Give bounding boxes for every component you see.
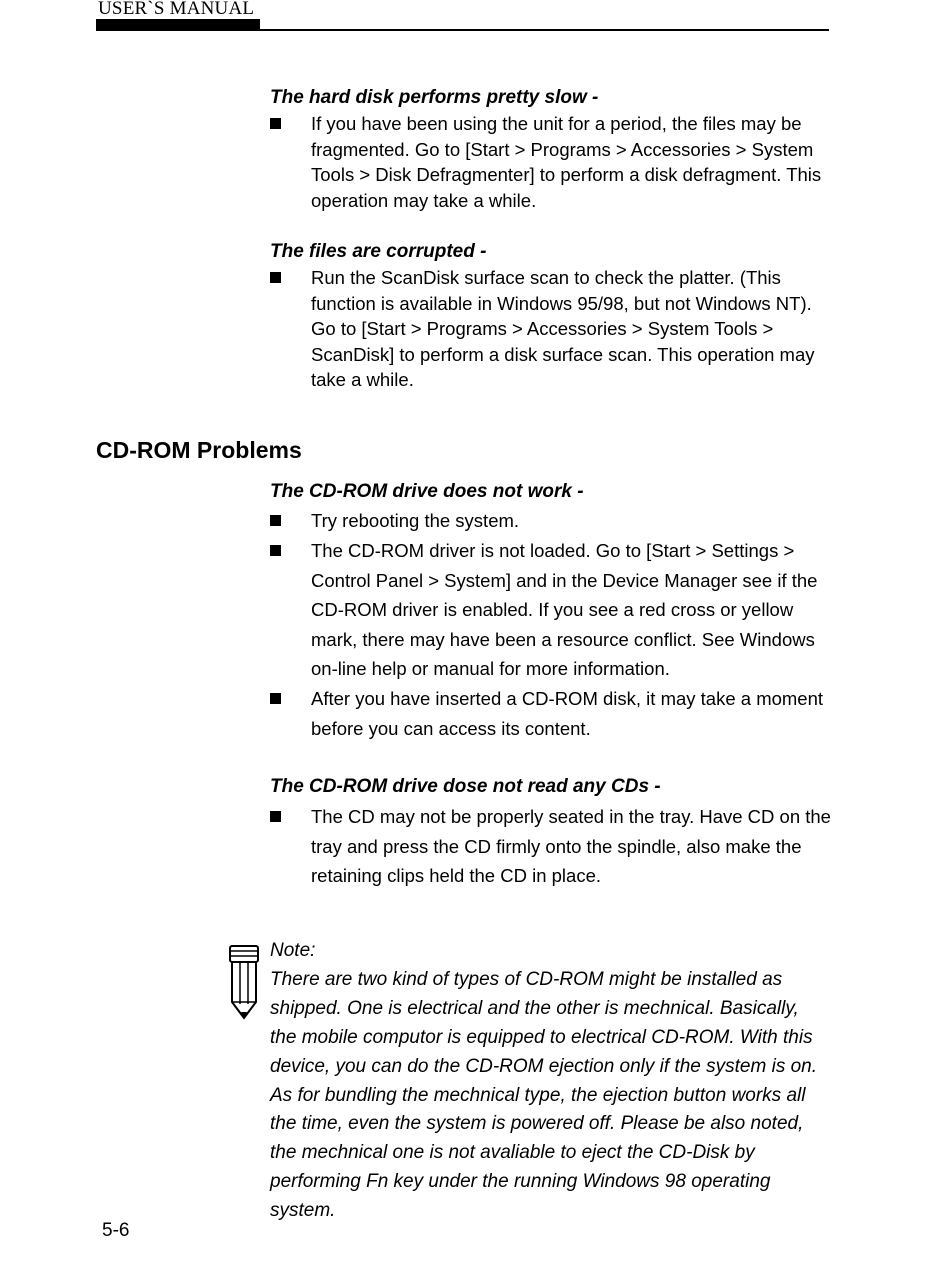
bullet-square-icon [270,693,281,704]
list-item [270,802,835,891]
header-rule [96,29,829,31]
bullet-square-icon [270,545,281,556]
bullet-square-icon [270,515,281,526]
list-item-text: After you have inserted a CD-ROM disk, it may take a moment before you can access its content. [311,688,824,739]
note-title: Note: [270,940,316,961]
list-item-text: The CD-ROM driver is not loaded. Go to [Start > Settings > Control Panel > System] and in the Device Manager see if the CD-ROM driver is enabled. If you see a red cross or yellow mark, there may have been a resource conflict. See Windows on-line help or manual for more information. [311,540,818,680]
heading-cdrom-not-read: The CD-ROM drive dose not read any CDs - [270,776,661,797]
manual-title: USER`S MANUAL [98,0,255,19]
list-item [270,684,835,743]
list-item-text: Try rebooting the system. [311,510,520,531]
list-item-text: Run the ScanDisk surface scan to check the platter. (This function is available in Windows 95/98, but not Windows NT). Go to [Start > Programs > Accessories > System Tools > ScanDisk] to perform a disk surface scan. This operation may take a while. [311,267,815,391]
heading-cdrom-not-work: The CD-ROM drive does not work - [270,481,584,502]
list-item-text: If you have been using the unit for a period, the files may be fragmented. Go to [Start > Programs > Accessories > System Tools > Disk Defragmenter] to perform a disk defragment. This operation may take a while. [311,113,822,211]
heading-files-corrupted: The files are corrupted - [270,241,487,262]
note-text: There are two kind of types of CD-ROM might be installed as shipped. One is electrical and the other is mechnical. Basically, the mobile computor is equipped to electrical CD-ROM. With this device, you can do the CD-ROM ejection only if the system is on. As for bundling the mechnical type, the ejection button works all the time, even the system is powered off. Please be also noted, the mechnical one is not avaliable to eject the CD-Disk by performing Fn key under the running Windows 98 operating system. [270,968,818,1222]
section-title-cdrom: CD-ROM Problems [96,437,302,463]
list-item-text: The CD may not be properly seated in the tray. Have CD on the tray and press the CD firmly onto the spindle, also make the retaining clips held the CD in place. [311,806,831,887]
bullet-square-icon [270,811,281,822]
list-item [270,536,835,684]
heading-hard-disk-slow: The hard disk performs pretty slow - [270,87,599,108]
list-item [270,111,835,213]
page-number: 5-6 [102,1220,130,1241]
bullet-square-icon [270,272,281,283]
list-item [270,265,835,393]
note-block [270,937,830,1226]
pencil-icon [226,944,262,1020]
list-item [270,506,835,536]
bullet-square-icon [270,118,281,129]
